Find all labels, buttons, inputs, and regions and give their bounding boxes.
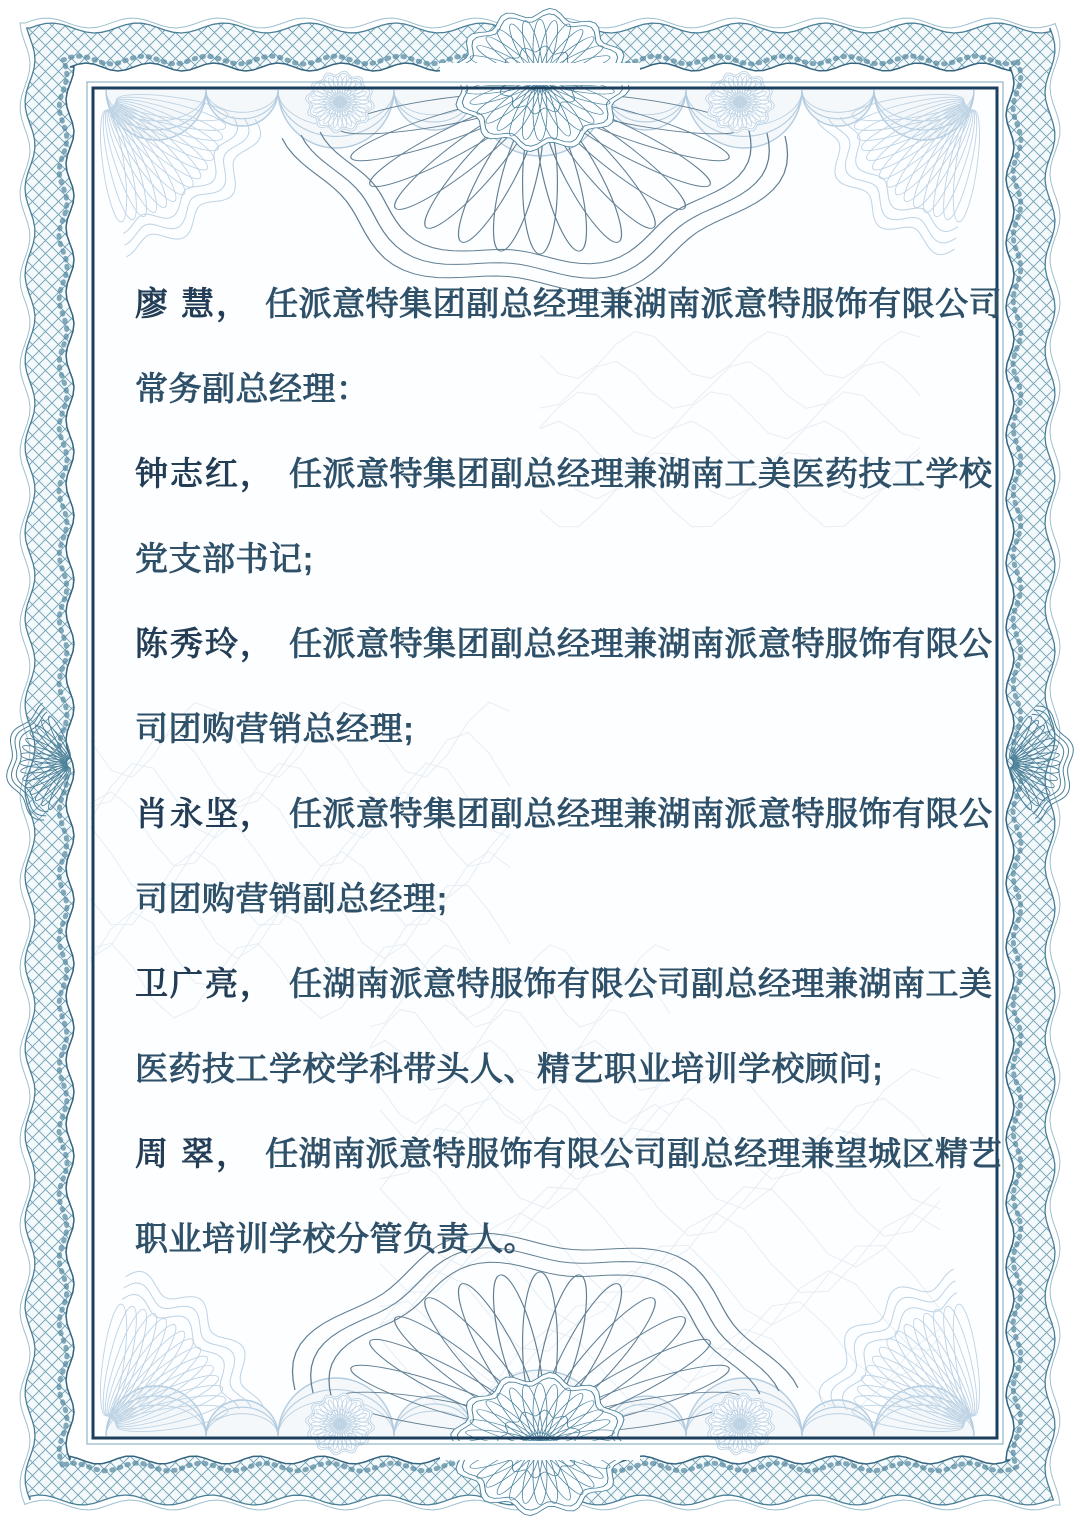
appointment-line: [135, 346, 977, 431]
appointment-text: 司团购营销副总经理;: [135, 880, 448, 917]
appointment-line: [135, 261, 1003, 346]
appointment-text: 常务副总经理：: [135, 370, 370, 407]
appointment-line: [135, 771, 993, 856]
appointment-text: 职业培训学校分管负责人。: [135, 1220, 537, 1257]
appointment-line: [135, 1026, 977, 1111]
appointment-line: [135, 941, 993, 1026]
appointment-line: [135, 1111, 1003, 1196]
appointment-text: 司团购营销总经理;: [135, 710, 415, 747]
appointment-text: 任派意特集团副总经理兼湖南派意特服饰有限公: [289, 795, 993, 832]
appointment-text: 任湖南派意特服饰有限公司副总经理兼湖南工美: [289, 965, 993, 1002]
appointment-line: [135, 601, 993, 686]
appointment-text: 任派意特集团副总经理兼湖南派意特服饰有限公司: [265, 285, 1003, 322]
appointment-text: 医药技工学校学科带头人、精艺职业培训学校顾问;: [135, 1050, 884, 1087]
appointment-text: 任派意特集团副总经理兼湖南派意特服饰有限公: [289, 625, 993, 662]
appointment-text: 任派意特集团副总经理兼湖南工美医药技工学校: [289, 455, 993, 492]
person-name: 卫广亮，: [135, 965, 275, 1002]
appointment-list: [135, 261, 1003, 1281]
person-name: 周 翠，: [135, 1135, 252, 1172]
appointment-text: 党支部书记;: [135, 540, 314, 577]
person-name: 陈秀玲，: [135, 625, 275, 662]
appointment-line: [135, 516, 977, 601]
appointment-text: 任湖南派意特服饰有限公司副总经理兼望城区精艺: [265, 1135, 1003, 1172]
person-name: 肖永坚，: [135, 795, 275, 832]
appointment-line: [135, 856, 977, 941]
appointment-line: [135, 686, 977, 771]
appointment-line: [135, 431, 993, 516]
person-name: 钟志红，: [135, 455, 275, 492]
appointment-line: [135, 1196, 977, 1281]
person-name: 廖 慧，: [135, 285, 252, 322]
